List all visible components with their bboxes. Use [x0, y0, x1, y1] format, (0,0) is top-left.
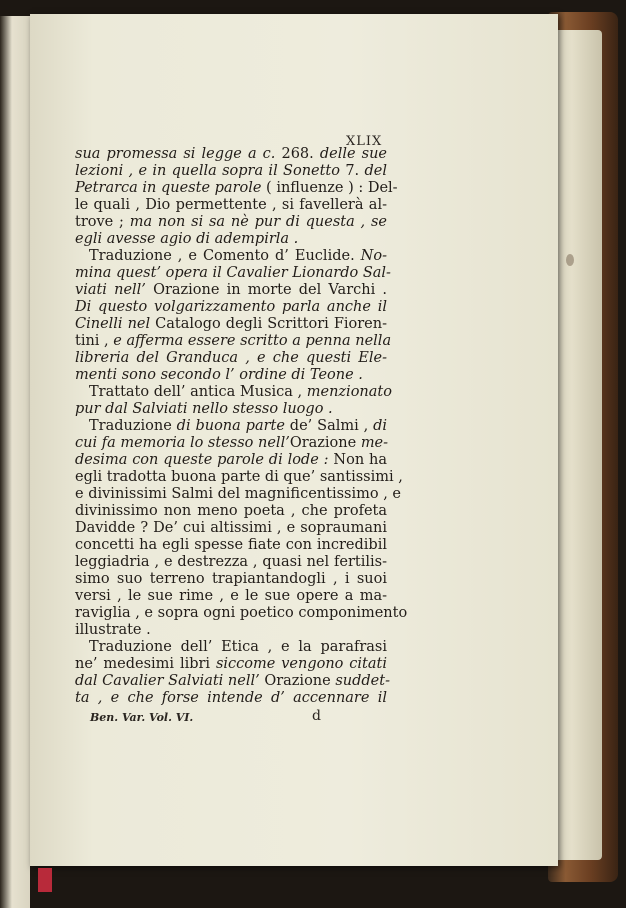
- text-line: sua promessa si legge a c. 268. delle sue: [75, 146, 387, 162]
- text-line: Petrarca in queste parole ( influenze ) : Del-: [75, 180, 398, 196]
- text-line: desima con queste parole di lode : Non ha: [75, 452, 387, 468]
- text-line: illustrate .: [75, 622, 151, 638]
- stain: [566, 254, 574, 266]
- left-page-edge: [0, 16, 30, 908]
- text-line: le quali , Dio permettente , si favellerà al-: [75, 197, 387, 213]
- text-line: menti sono secondo l’ ordine di Teone .: [75, 367, 363, 383]
- signature-mark: Ben. Var. Vol. VI.: [90, 711, 194, 724]
- text-line: ta , e che forse intende d’ accennare il: [75, 690, 387, 706]
- body-text: [75, 146, 408, 707]
- text-line: Di questo volgarizzamento parla anche il: [75, 299, 387, 315]
- text-line: cui fa memoria lo stesso nell’Orazione me-: [75, 435, 389, 451]
- text-line: egli avesse agio di adempirla .: [75, 231, 299, 247]
- text-line: divinissimo non meno poeta , che profeta: [75, 503, 387, 519]
- text-line: trove ; ma non si sa nè pur di questa , se: [75, 214, 387, 230]
- text-line: Davidde ? De’ cui altissimi , e sopraumani: [75, 520, 387, 536]
- text-line: simo suo terreno trapiantandogli , i suoi: [75, 571, 387, 587]
- text-line: ne’ medesimi libri siccome vengono citati: [75, 656, 387, 672]
- text-line: lezioni , e in quella sopra il Sonetto 7. del: [75, 163, 387, 179]
- text-line: Traduzione di buona parte de’ Salmi , di: [89, 418, 388, 434]
- text-line: Traduzione dell’ Etica , e la parafrasi: [89, 639, 387, 655]
- text-line: concetti ha egli spesse fiate con incredibil: [75, 537, 387, 553]
- page-number: XLIX: [346, 134, 383, 149]
- text-line: dal Cavalier Salviati nell’ Orazione suddet-: [75, 673, 390, 689]
- text-line: raviglia , e sopra ogni poetico componimento: [75, 605, 408, 621]
- text-line: pur dal Salviati nello stesso luogo .: [75, 401, 333, 417]
- text-line: e divinissimi Salmi del magnificentissimo , e: [75, 486, 401, 502]
- text-line: Traduzione , e Comento d’ Euclide. No-: [89, 248, 387, 264]
- text-line: versi , le sue rime , e le sue opere a ma-: [75, 588, 387, 604]
- bookmark-ribbon: [38, 868, 52, 892]
- text-line: libreria del Granduca , e che questi Ele-: [75, 350, 387, 366]
- page-footer: [90, 710, 320, 725]
- text-line: tini , e afferma essere scritto a penna nella: [75, 333, 392, 349]
- text-line: egli tradotta buona parte di que’ santissimi ,: [75, 469, 403, 485]
- page-stack: [552, 30, 602, 860]
- gathering-mark: d: [312, 708, 321, 724]
- text-line: Trattato dell’ antica Musica , menzionato: [89, 384, 392, 400]
- text-line: leggiadria , e destrezza , quasi nel fertilis-: [75, 554, 387, 570]
- text-line: mina quest’ opera il Cavalier Lionardo Sal-: [75, 265, 391, 281]
- text-line: Cinelli nel Catalogo degli Scrittori Fioren-: [75, 316, 388, 332]
- text-line: viati nell’ Orazione in morte del Varchi .: [75, 282, 387, 298]
